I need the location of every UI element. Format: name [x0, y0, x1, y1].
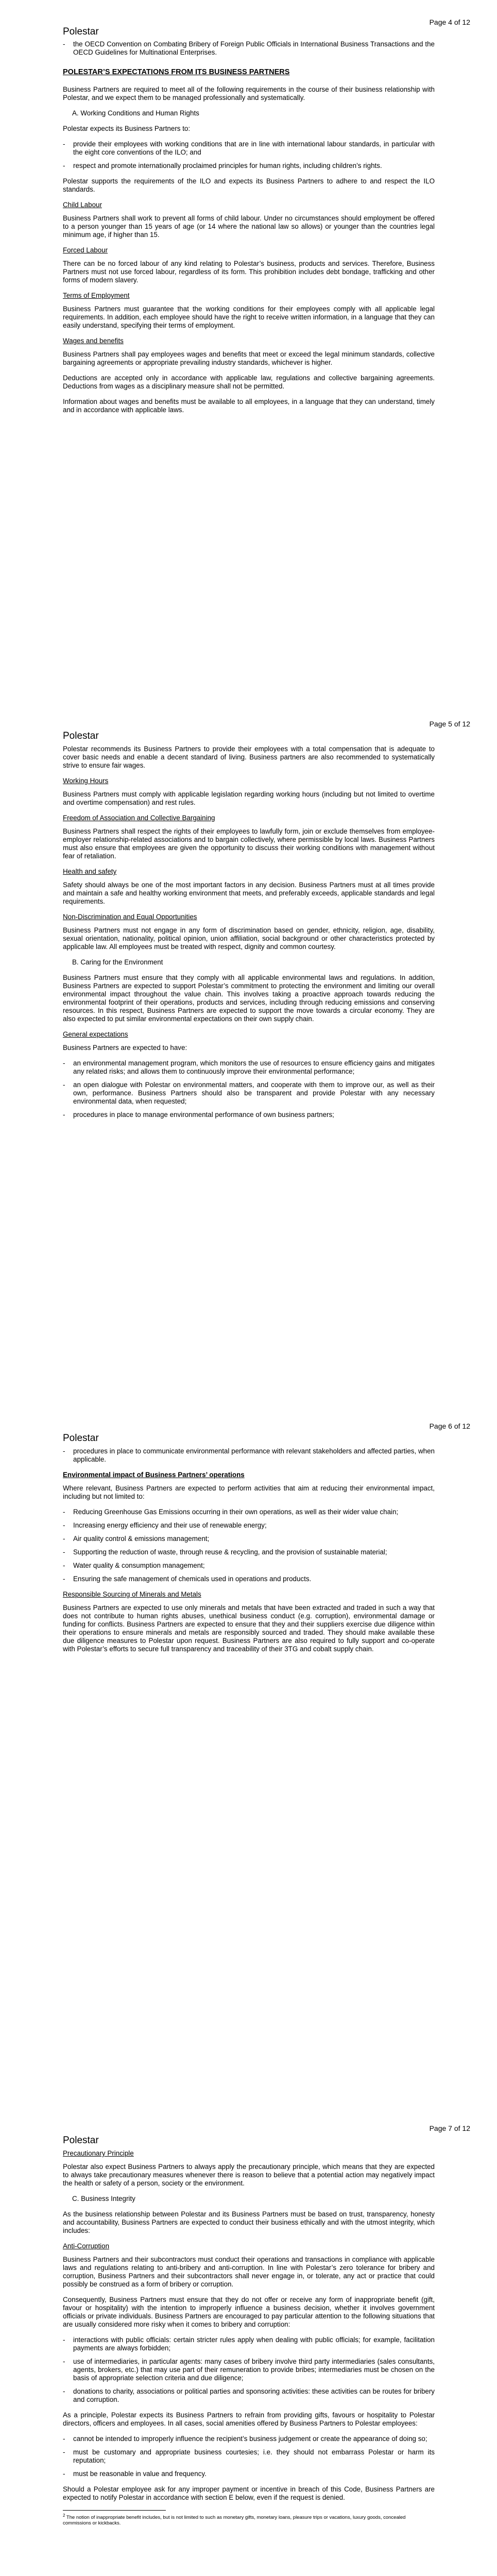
- subheading: General expectations: [63, 1030, 128, 1038]
- page-number: Page 4 of 12: [429, 18, 470, 26]
- list-item: - Water quality & consumption management;: [63, 1562, 435, 1570]
- section-b-title: B. Caring for the Environment: [72, 958, 163, 966]
- paragraph: There can be no forced labour of any kind relating to Polestar’s business, products and services. Therefore, Business Partners must not use forced labour, regardless of its form. This prohibition includes debt bondage, trafficking and other forms of modern slavery.: [63, 260, 435, 284]
- bullet-list: [63, 2435, 435, 2478]
- page-content: [63, 1447, 435, 1660]
- list-item: - cannot be intended to improperly influence the recipient’s business judgement or create the appearance of doing so;: [63, 2435, 435, 2443]
- paragraph: Should a Polestar employee ask for any improper payment or incentive in breach of this Code, Business Partners are expected to notify Polestar in accordance with section E below, even if the request is denied.: [63, 2485, 435, 2501]
- paragraph: Where relevant, Business Partners are expected to perform activities that aim at reducing their environmental impact, including but not limited to:: [63, 1484, 435, 1500]
- page-number: Page 6 of 12: [429, 1422, 470, 1430]
- list-item: - procedures in place to communicate environmental performance with relevant stakeholders and affected parties, when applicable.: [63, 1447, 435, 1464]
- paragraph: Business Partners are required to meet all of the following requirements in the course of their business relationship with Polestar, and we expect them to be managed professionally and systematically.: [63, 86, 435, 101]
- paragraph: Business Partners must guarantee that the working conditions for their employees comply with all applicable legal requirements. In addition, each employee should have the right to receive written information, in a language that they can easily understand, specifying their terms of employment.: [63, 305, 435, 329]
- heading-bold: POLESTAR: [63, 68, 103, 76]
- list-item: - Reducing Greenhouse Gas Emissions occurring in their own operations, as well as their wider value chain;: [63, 1508, 435, 1516]
- paragraph: Business Partners shall respect the rights of their employees to lawfully form, join or exclude themselves from employee-employer relationship-related associations and to bargain collectively, where permissible by local laws. Business Partners must also ensure that employees are given the opportunity to discuss their working conditions with management without fear of retaliation.: [63, 827, 435, 860]
- bullet-list: [63, 40, 435, 57]
- paragraph: Polestar recommends its Business Partners to provide their employees with a total compensation that is adequate to cover basic needs and enable a decent standard of living. Business partners are also recommended to systematically strive to ensure fair wages.: [63, 745, 435, 769]
- list-item: - procedures in place to manage environmental performance of own business partners;: [63, 1111, 435, 1119]
- list-item: - Increasing energy efficiency and their use of renewable energy;: [63, 1521, 435, 1530]
- list-item: - an open dialogue with Polestar on environmental matters, and cooperate with them to improve our, as well as their own, performance. Business Partners should also be transparent and provide Polestar with any necessary environmental data, when requested;: [63, 1081, 435, 1106]
- paragraph: Business Partners must comply with applicable legislation regarding working hours (including but not limited to overtime and overtime compensation) and rest rules.: [63, 790, 435, 806]
- subheading: Forced Labour: [63, 246, 108, 254]
- page-number: Page 5 of 12: [429, 720, 470, 728]
- paragraph: Business Partners shall work to prevent all forms of child labour. Under no circumstances should employment be offered to a person younger than 15 years of age (or 14 where the national law so allows) or younger than the countries legal minimum age, if higher than 15.: [63, 214, 435, 239]
- footnote: [63, 2513, 435, 2526]
- section-heading: [63, 68, 435, 76]
- paragraph: Polestar expects its Business Partners to:: [63, 125, 191, 132]
- footnote-divider: [63, 2510, 166, 2511]
- paragraph: Information about wages and benefits must be available to all employees, in a language that they can understand, timely and in accordance with applicable laws.: [63, 398, 435, 414]
- bullet-list: [63, 1059, 435, 1119]
- list-item: - Air quality control & emissions management;: [63, 1535, 435, 1543]
- list-item: - Ensuring the safe management of chemicals used in operations and products.: [63, 1575, 435, 1583]
- subheading: Freedom of Association and Collective Bargaining: [63, 814, 215, 822]
- section-a-title: A. Working Conditions and Human Rights: [72, 109, 199, 117]
- list-item: - must be customary and appropriate business courtesies; i.e. they should not embarrass Polestar or harm its reputation;: [63, 2448, 435, 2465]
- paragraph: Deductions are accepted only in accordance with applicable law, regulations and collective bargaining agreements. Deductions from wages as a disciplinary measure shall not be permitted.: [63, 374, 435, 390]
- subheading: Environmental impact of Business Partners’ operations: [63, 1471, 245, 1479]
- list-item: - Supporting the reduction of waste, through reuse & recycling, and the provision of sustainable material;: [63, 1548, 435, 1556]
- brand-name: Polestar: [63, 26, 99, 37]
- section-c-title: C. Business Integrity: [72, 2195, 135, 2202]
- list-item: - respect and promote internationally proclaimed principles for human rights, including children’s rights.: [63, 162, 435, 170]
- list-item: - an environmental management program, which monitors the use of resources to ensure efficiency gains and mitigates any related risks; and allows them to continuously improve their environmental performance;: [63, 1059, 435, 1076]
- bullet-list: [63, 1447, 435, 1464]
- list-item: - must be reasonable in value and frequency.: [63, 2470, 435, 2478]
- subheading: Responsible Sourcing of Minerals and Metals: [63, 1590, 201, 1598]
- paragraph: As the business relationship between Polestar and its Business Partners must be based on trust, transparency, honesty and accountability, Business Partners are expected to conduct their business ethically and with the utmost integrity, which includes:: [63, 2210, 435, 2234]
- page-content: [63, 40, 435, 421]
- paragraph: Consequently, Business Partners must ensure that they do not offer or receive any form of inappropriate benefit (gift, favour or hospitality) with the intention to improperly influence a business decision, whether it involves government officials or private individuals. Business Partners are encouraged to pay particular attention to the following situations that are usually considered more risky when it comes to bribery and corruption:: [63, 2296, 435, 2328]
- heading-rest: ’S EXPECTATIONS FROM ITS BUSINESS PARTNERS: [102, 68, 290, 76]
- bullet-list: [63, 2336, 435, 2404]
- footnote-mark: 2: [63, 2513, 65, 2518]
- paragraph: Business Partners are expected to have:: [63, 1044, 187, 1052]
- paragraph: Business Partners are expected to use only minerals and metals that have been extracted and traded in such a way that does not contribute to human rights abuses, unethical business conduct (e.g. corruption), environmental damage or funding for conflicts. Business Partners are expected to ensure that they and their suppliers exercise due diligence within their operations to ensure minerals and metals are responsibly sourced and traded. They should make available these due diligence measures to Polestar upon request. Business Partners are also required to fully support and co-operate with Polestar’s efforts to secure full transparency and traceability of their 3TG and cobalt supply chain.: [63, 1604, 435, 1653]
- bullet-list: [63, 1508, 435, 1583]
- subheading: Terms of Employment: [63, 292, 130, 299]
- subheading: Working Hours: [63, 777, 109, 785]
- brand-name: Polestar: [63, 731, 99, 741]
- paragraph: Polestar also expect Business Partners to always apply the precautionary principle, which means that they are expected to always take precautionary measures whenever there is reason to believe that a potential action may negatively impact the health or safety of a person, society or the environment.: [63, 2163, 435, 2187]
- list-item: - donations to charity, associations or political parties and sponsoring activities: these activities can be routes for bribery and corruption.: [63, 2387, 435, 2404]
- list-item: - the OECD Convention on Combating Bribery of Foreign Public Officials in International Business Transactions and the OECD Guidelines for Multinational Enterprises.: [63, 40, 435, 57]
- subheading: Wages and benefits: [63, 337, 124, 345]
- list-item: - use of intermediaries, in particular agents: many cases of bribery involve third party intermediaries (sales consultants, agents, brokers, etc.) that may use part of their remuneration to provide bribes; intermediaries must be chosen on the basis of appropriate selection criteria and due diligence;: [63, 2358, 435, 2382]
- paragraph: Business Partners and their subcontractors must conduct their operations and transactions in compliance with applicable laws and regulations relating to anti-bribery and anti-corruption. In line with Polestar’s zero tolerance for bribery and corruption, Business Partners and their subcontractors shall never engage in, or tolerate, any act or practice that could possibly be construed as a form of bribery or corruption.: [63, 2256, 435, 2288]
- subheading: Health and safety: [63, 868, 117, 875]
- list-item: - interactions with public officials: certain stricter rules apply when dealing with public officials; for example, facilitation payments are always forbidden;: [63, 2336, 435, 2352]
- subheading: Anti-Corruption: [63, 2242, 110, 2250]
- footnote-text: The notion of inappropriate benefit includes, but is not limited to such as monetary gifts, monetary loans, pleasure trips or vacations, luxury goods, concealed commissions or kickbacks.: [63, 2515, 406, 2527]
- paragraph: As a principle, Polestar expects its Business Partners to refrain from providing gifts, favours or hospitality to Polestar directors, officers and employees. In all cases, social amenities offered by Business Partners to Polestar employees:: [63, 2411, 435, 2427]
- paragraph: Business Partners must not engage in any form of discrimination based on gender, ethnicity, religion, age, disability, sexual orientation, nationality, political opinion, union affiliation, social background or other characteristics protected by applicable law. All employees must be treated with respect, dignity and common courtesy.: [63, 926, 435, 951]
- bullet-list: [63, 140, 435, 170]
- brand-name: Polestar: [63, 1433, 99, 1444]
- paragraph: Business Partners shall pay employees wages and benefits that meet or exceed the legal minimum standards, collective bargaining agreements or appropriate prevailing industry standards, whichever is higher.: [63, 350, 435, 366]
- paragraph: Business Partners must ensure that they comply with all applicable environmental laws and regulations. In addition, Business Partners are expected to support Polestar’s commitment to protecting the environment and limiting our overall environmental impact throughout the value chain. This involves taking a proactive approach towards reducing the environmental footprint of their operations, products and services, including through reducing emissions and conserving resources. In this respect, Business Partners are expected to support the move towards a circular economy. They are also expected to put similar environmental expectations on their own supply chain.: [63, 974, 435, 1023]
- brand-name: Polestar: [63, 2135, 99, 2146]
- paragraph: Safety should always be one of the most important factors in any decision. Business Partners must at all times provide and maintain a safe and healthy working environment that meets, and preferably exceeds, applicable standards and legal requirements.: [63, 881, 435, 905]
- page-content: [63, 745, 435, 1126]
- subheading: Non-Discrimination and Equal Opportunities: [63, 913, 197, 921]
- page-content: [63, 2149, 435, 2526]
- page-number: Page 7 of 12: [429, 2124, 470, 2132]
- list-item: - provide their employees with working conditions that are in line with international labour standards, in particular with the eight core conventions of the ILO; and: [63, 140, 435, 157]
- paragraph: Polestar supports the requirements of the ILO and expects its Business Partners to adhere to and respect the ILO standards.: [63, 177, 435, 193]
- subheading: Child Labour: [63, 201, 102, 209]
- subheading: Precautionary Principle: [63, 2149, 134, 2157]
